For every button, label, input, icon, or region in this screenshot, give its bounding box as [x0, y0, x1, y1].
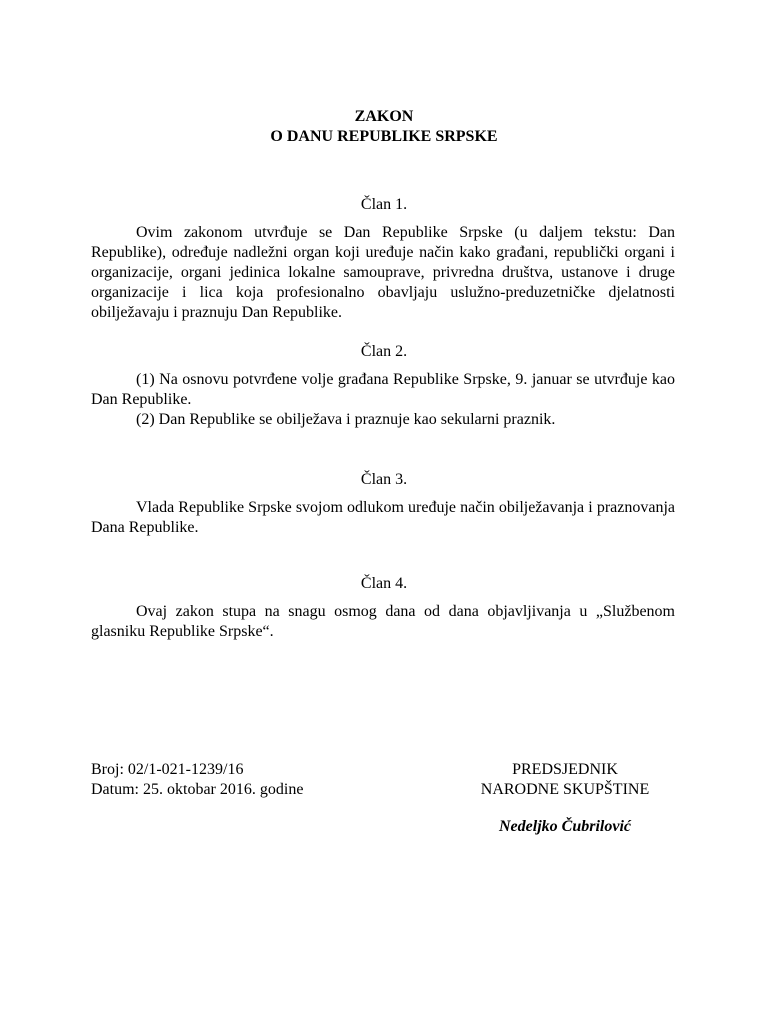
document-reference: [91, 760, 303, 800]
article-1-paragraph-1: Ovim zakonom utvrđuje se Dan Republike Srpske (u daljem tekstu: Dan Republike), određuje nadležni organ koji uređuje način kako građani, republički organi i organizacije, organi jedinica lokalne samouprave, privredna društva, ustanove i druge organizacije i lica koja profesionalno obavljaju uslužno-preduzetničke djelatnosti obilježavaju i praznuju Dan Republike.: [91, 224, 675, 321]
article-2-heading: Član 2.: [360, 343, 408, 360]
document-title: [0, 107, 768, 147]
signer-title-line-2: NARODNE SKUPŠTINE: [480, 781, 650, 798]
article-3-body: [91, 498, 675, 538]
article-2-body: [91, 370, 675, 430]
title-line-1: ZAKON: [354, 108, 414, 125]
article-1-heading: Član 1.: [360, 196, 408, 213]
article-2-paragraph-2: (2) Dan Republike se obilježava i praznuje kao sekularni praznik.: [136, 411, 556, 428]
signer-title: [440, 760, 690, 800]
article-1-body: [91, 223, 675, 323]
article-4-paragraph-1: Ovaj zakon stupa na snagu osmog dana od dana objavljivanja u „Službenom glasniku Republike Srpske“.: [91, 603, 675, 640]
document-number: Broj: 02/1-021-1239/16: [91, 761, 244, 778]
signer-title-line-1: PREDSJEDNIK: [512, 761, 618, 778]
article-4-heading: Član 4.: [360, 575, 408, 592]
title-line-2: O DANU REPUBLIKE SRPSKE: [270, 128, 498, 145]
article-3-paragraph-1: Vlada Republike Srpske svojom odlukom uređuje način obilježavanja i praznovanja Dana Republike.: [91, 499, 675, 536]
document-date: Datum: 25. oktobar 2016. godine: [91, 781, 304, 798]
article-3-heading: Član 3.: [360, 471, 408, 488]
signer-name: Nedeljko Čubrilović: [499, 818, 631, 835]
article-4-body: [91, 602, 675, 642]
article-2-paragraph-1: (1) Na osnovu potvrđene volje građana Republike Srpske, 9. januar se utvrđuje kao Dan Republike.: [91, 371, 675, 408]
